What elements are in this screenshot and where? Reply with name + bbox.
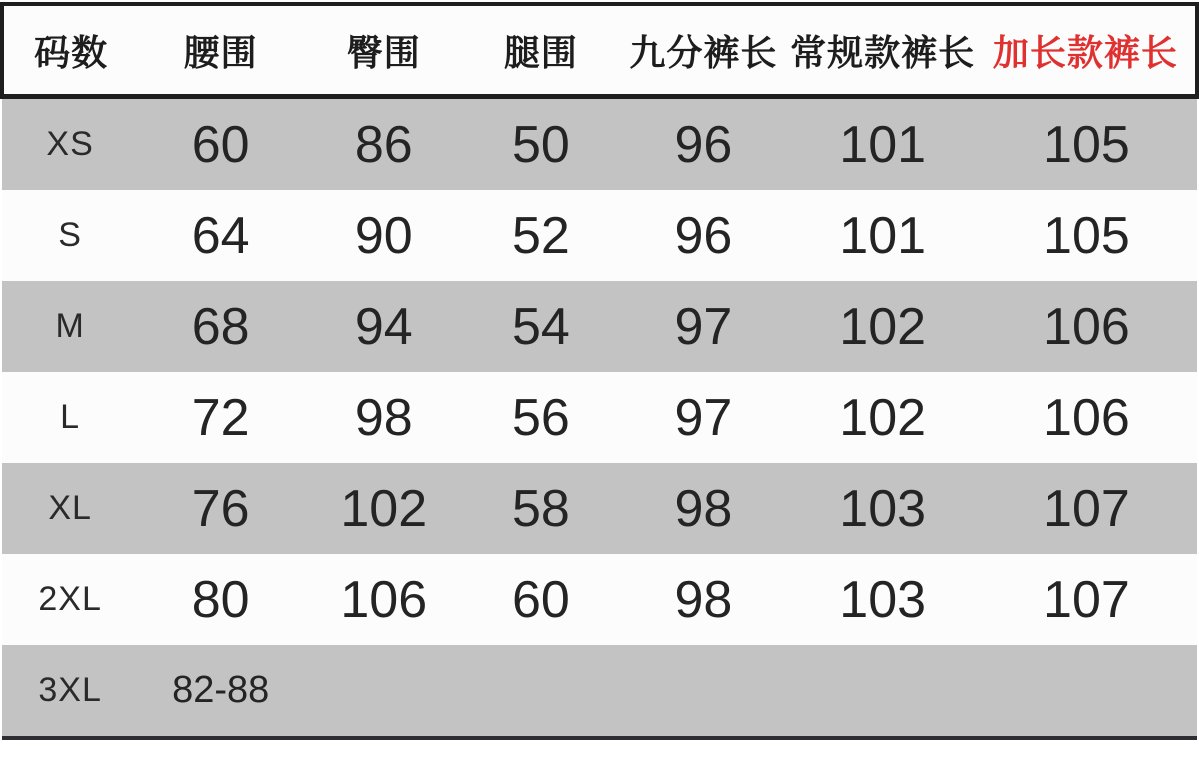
- measurement-value-regular_length: 102: [839, 297, 927, 356]
- measurement-value-hip: 90: [354, 206, 413, 265]
- size-row-2XL: [2, 554, 1197, 645]
- measurement-value-ankle_length: 97: [674, 297, 733, 356]
- size-row-XS: [2, 97, 1197, 191]
- size-table: [0, 2, 1199, 740]
- size-label: M: [55, 307, 85, 345]
- measurement-value-ankle_length: 98: [674, 570, 733, 629]
- size-label: S: [58, 216, 82, 254]
- measurement-value-waist: 68: [191, 297, 250, 356]
- column-header-ankle_length: 九分裤长: [617, 4, 789, 97]
- measurement-value-waist: 82-88: [138, 645, 303, 738]
- measurement-value-regular_length: 103: [839, 570, 927, 629]
- measurement-value-thigh: [464, 645, 617, 738]
- column-header-thigh: 腿围: [464, 4, 617, 97]
- table-header-row: [2, 4, 1197, 97]
- size-row-M: [2, 281, 1197, 372]
- measurement-value-extended_length: 107: [1043, 570, 1130, 629]
- measurement-value-ankle_length: 96: [674, 206, 733, 265]
- size-row-XL: [2, 463, 1197, 554]
- measurement-value-hip: 86: [354, 115, 413, 174]
- size-row-L: [2, 372, 1197, 463]
- column-header-size: 码数: [2, 4, 138, 97]
- size-label: L: [60, 398, 81, 436]
- column-header-regular_length: 常规款裤长: [789, 4, 975, 97]
- measurement-value-ankle_length: 98: [674, 479, 733, 538]
- measurement-value-thigh: 50: [511, 115, 570, 174]
- measurement-value-thigh: 56: [511, 388, 570, 447]
- measurement-value-waist: 64: [191, 206, 250, 265]
- measurement-value-hip: 102: [340, 479, 428, 538]
- measurement-value-ankle_length: 97: [674, 388, 733, 447]
- size-label: 2XL: [38, 580, 102, 618]
- measurement-value-regular_length: [789, 645, 975, 738]
- size-label: XL: [48, 489, 92, 527]
- table-header: [2, 4, 1197, 97]
- measurement-value-hip: 94: [354, 297, 413, 356]
- measurement-value-waist: 60: [191, 115, 250, 174]
- column-header-waist: 腰围: [138, 4, 303, 97]
- measurement-value-thigh: 60: [511, 570, 570, 629]
- measurement-value-extended_length: 105: [1043, 115, 1130, 174]
- measurement-value-extended_length: [976, 645, 1197, 738]
- measurement-value-waist: 80: [191, 570, 250, 629]
- column-header-extended_length: 加长款裤长: [976, 4, 1197, 97]
- measurement-value-waist: 76: [191, 479, 250, 538]
- measurement-value-ankle_length: [617, 645, 789, 738]
- size-row-3XL: [2, 645, 1197, 738]
- measurement-value-thigh: 52: [511, 206, 570, 265]
- measurement-value-hip: [303, 645, 464, 738]
- measurement-value-extended_length: 107: [1043, 479, 1130, 538]
- measurement-value-extended_length: 105: [1043, 206, 1130, 265]
- size-label: XS: [46, 125, 94, 163]
- measurement-value-regular_length: 101: [839, 115, 927, 174]
- measurement-value-waist: 72: [191, 388, 250, 447]
- measurement-value-hip: 106: [340, 570, 428, 629]
- measurement-value-hip: 98: [354, 388, 413, 447]
- measurement-value-thigh: 54: [511, 297, 570, 356]
- size-row-S: [2, 190, 1197, 281]
- measurement-value-regular_length: 103: [839, 479, 927, 538]
- column-header-hip: 臀围: [303, 4, 464, 97]
- measurement-value-ankle_length: 96: [674, 115, 733, 174]
- table-body: [2, 97, 1197, 739]
- measurement-value-thigh: 58: [511, 479, 570, 538]
- measurement-value-extended_length: 106: [1043, 297, 1130, 356]
- size-label: 3XL: [2, 645, 138, 738]
- measurement-value-regular_length: 102: [839, 388, 927, 447]
- measurement-value-extended_length: 106: [1043, 388, 1130, 447]
- measurement-value-regular_length: 101: [839, 206, 927, 265]
